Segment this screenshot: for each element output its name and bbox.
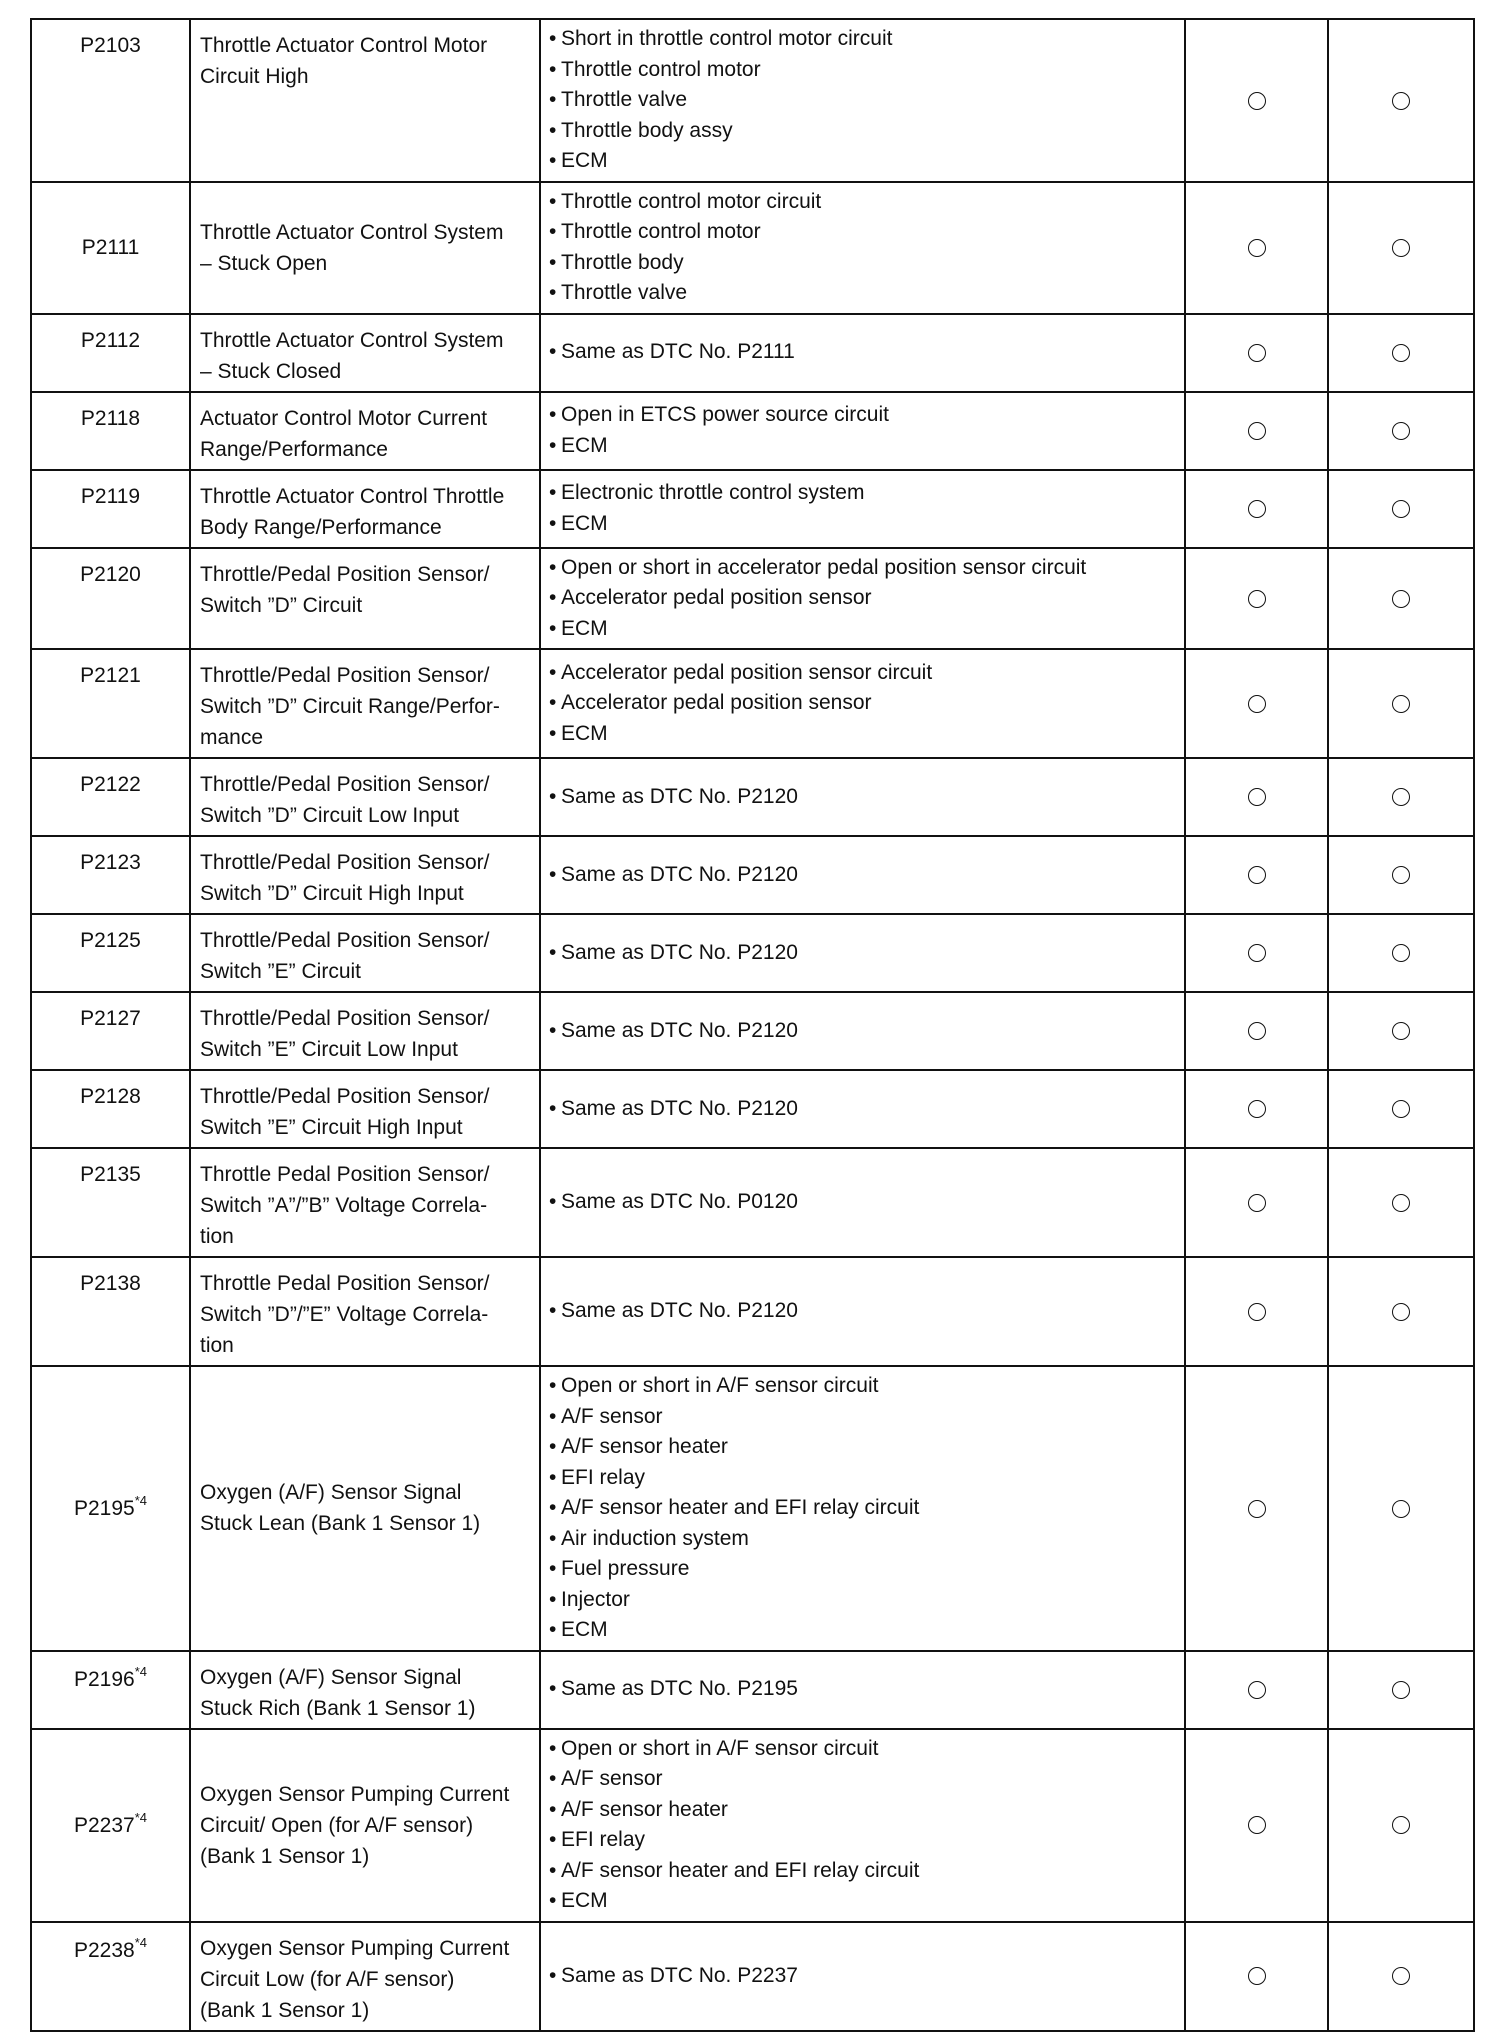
mil-indicator-cell bbox=[1185, 1070, 1328, 1148]
trouble-area-item: • Air induction system bbox=[549, 1524, 1178, 1555]
dtc-code-cell bbox=[31, 548, 190, 650]
trouble-area-cell bbox=[540, 19, 1185, 182]
trouble-area-cell bbox=[540, 914, 1185, 992]
detection-item-line: Switch ”E” Circuit Low Input bbox=[200, 1038, 458, 1061]
trouble-area-item: • Same as DTC No. P2195 bbox=[549, 1674, 1178, 1705]
memory-indicator-cell bbox=[1328, 758, 1474, 836]
circle-icon bbox=[1392, 1967, 1410, 1985]
trouble-area-item: • ECM bbox=[549, 1615, 1178, 1646]
trouble-area-cell bbox=[540, 182, 1185, 314]
detection-item-line: Throttle Pedal Position Sensor/ bbox=[200, 1163, 490, 1186]
detection-item-cell bbox=[190, 548, 540, 650]
circle-icon bbox=[1248, 1500, 1266, 1518]
circle-icon bbox=[1248, 422, 1266, 440]
circle-icon bbox=[1248, 1194, 1266, 1212]
trouble-area-cell bbox=[540, 548, 1185, 650]
detection-item-line: Circuit/ Open (for A/F sensor) bbox=[200, 1813, 474, 1837]
detection-item-line: Oxygen Sensor Pumping Current bbox=[200, 1782, 510, 1806]
circle-icon bbox=[1392, 500, 1410, 518]
dtc-code: P2125 bbox=[80, 929, 141, 952]
detection-item-cell bbox=[190, 758, 540, 836]
detection-item-line: Switch ”A”/”B” Voltage Correla- bbox=[200, 1194, 488, 1217]
detection-item-line: Throttle/Pedal Position Sensor/ bbox=[200, 773, 490, 796]
trouble-area-item: • ECM bbox=[549, 1886, 1178, 1917]
mil-indicator-cell bbox=[1185, 836, 1328, 914]
dtc-code: P2195 bbox=[73, 1497, 135, 1521]
circle-icon bbox=[1392, 695, 1410, 713]
trouble-area-list bbox=[549, 860, 1178, 891]
detection-item-line: Throttle/Pedal Position Sensor/ bbox=[200, 664, 490, 687]
dtc-code-cell bbox=[31, 758, 190, 836]
mil-indicator-cell bbox=[1185, 1148, 1328, 1257]
trouble-area-item: • EFI relay bbox=[549, 1463, 1178, 1494]
memory-indicator-cell bbox=[1328, 1366, 1474, 1651]
trouble-area-list bbox=[549, 187, 1178, 309]
trouble-area-cell bbox=[540, 992, 1185, 1070]
mil-indicator-cell bbox=[1185, 1922, 1328, 2031]
memory-indicator-cell bbox=[1328, 19, 1474, 182]
detection-item-cell bbox=[190, 1148, 540, 1257]
detection-item-cell bbox=[190, 19, 540, 182]
circle-icon bbox=[1392, 1100, 1410, 1118]
circle-icon bbox=[1392, 344, 1410, 362]
detection-item-line: Throttle Actuator Control Throttle bbox=[200, 484, 505, 508]
dtc-code-cell bbox=[31, 836, 190, 914]
detection-item-line: tion bbox=[200, 1334, 234, 1357]
circle-icon bbox=[1392, 1022, 1410, 1040]
circle-icon bbox=[1248, 695, 1266, 713]
circle-icon bbox=[1248, 344, 1266, 362]
circle-icon bbox=[1248, 239, 1266, 257]
trouble-area-cell bbox=[540, 1651, 1185, 1729]
trouble-area-list bbox=[549, 1016, 1178, 1047]
mil-indicator-cell bbox=[1185, 1257, 1328, 1366]
trouble-area-item: • Same as DTC No. P2120 bbox=[549, 1016, 1178, 1047]
detection-item-line: tion bbox=[200, 1225, 234, 1248]
mil-indicator-cell bbox=[1185, 392, 1328, 470]
detection-item-line: Throttle/Pedal Position Sensor/ bbox=[200, 851, 490, 874]
trouble-area-item: • ECM bbox=[549, 614, 1178, 645]
memory-indicator-cell bbox=[1328, 470, 1474, 548]
mil-indicator-cell bbox=[1185, 914, 1328, 992]
table-row bbox=[31, 314, 1474, 392]
dtc-code: P2238 bbox=[73, 1938, 135, 1962]
memory-indicator-cell bbox=[1328, 1070, 1474, 1148]
circle-icon bbox=[1392, 788, 1410, 806]
dtc-code-cell bbox=[31, 182, 190, 314]
dtc-table-body bbox=[31, 19, 1474, 2031]
trouble-area-item: • ECM bbox=[549, 509, 1178, 540]
table-row bbox=[31, 649, 1474, 758]
trouble-area-list bbox=[549, 938, 1178, 969]
dtc-code-cell bbox=[31, 992, 190, 1070]
circle-icon bbox=[1248, 92, 1266, 110]
detection-item-cell bbox=[190, 470, 540, 548]
trouble-area-item: • Open or short in accelerator pedal position sensor circuit bbox=[549, 553, 1178, 584]
table-row bbox=[31, 548, 1474, 650]
memory-indicator-cell bbox=[1328, 992, 1474, 1070]
dtc-code: P2120 bbox=[80, 562, 141, 586]
circle-icon bbox=[1392, 1816, 1410, 1834]
mil-indicator-cell bbox=[1185, 19, 1328, 182]
dtc-code-cell bbox=[31, 1257, 190, 1366]
dtc-code-cell bbox=[31, 392, 190, 470]
table-row bbox=[31, 1729, 1474, 1922]
detection-item-cell bbox=[190, 1922, 540, 2031]
trouble-area-item: • A/F sensor bbox=[549, 1402, 1178, 1433]
table-row bbox=[31, 914, 1474, 992]
detection-item-line: Switch ”D” Circuit Low Input bbox=[200, 804, 460, 827]
dtc-code: P2196 bbox=[73, 1667, 135, 1691]
dtc-table-container bbox=[30, 18, 1473, 2032]
detection-item-line: Range/Performance bbox=[200, 437, 388, 461]
memory-indicator-cell bbox=[1328, 1257, 1474, 1366]
table-row bbox=[31, 19, 1474, 182]
circle-icon bbox=[1248, 1681, 1266, 1699]
circle-icon bbox=[1392, 944, 1410, 962]
detection-item-line: Throttle Pedal Position Sensor/ bbox=[200, 1272, 490, 1295]
trouble-area-item: • Same as DTC No. P0120 bbox=[549, 1187, 1178, 1218]
trouble-area-item: • Same as DTC No. P2111 bbox=[549, 337, 1178, 368]
trouble-area-list bbox=[549, 1734, 1178, 1917]
trouble-area-item: • Accelerator pedal position sensor bbox=[549, 583, 1178, 614]
trouble-area-item: • Same as DTC No. P2237 bbox=[549, 1961, 1178, 1992]
trouble-area-item: • Open or short in A/F sensor circuit bbox=[549, 1371, 1178, 1402]
dtc-code: P2112 bbox=[80, 328, 141, 352]
detection-item-line: Switch ”D”/”E” Voltage Correla- bbox=[200, 1303, 489, 1326]
dtc-code-cell bbox=[31, 649, 190, 758]
trouble-area-item: • Same as DTC No. P2120 bbox=[549, 938, 1178, 969]
detection-item-line: Throttle Actuator Control Motor bbox=[200, 34, 488, 57]
table-row bbox=[31, 1651, 1474, 1729]
trouble-area-cell bbox=[540, 758, 1185, 836]
detection-item-line: Circuit High bbox=[200, 65, 309, 88]
table-row bbox=[31, 1366, 1474, 1651]
trouble-area-item: • Throttle valve bbox=[549, 85, 1178, 116]
trouble-area-item: • Short in throttle control motor circuit bbox=[549, 24, 1178, 55]
dtc-code-cell bbox=[31, 314, 190, 392]
detection-item-cell bbox=[190, 1729, 540, 1922]
detection-item-line: Throttle Actuator Control System bbox=[200, 220, 504, 244]
detection-item-line: Circuit Low (for A/F sensor) bbox=[200, 1967, 455, 1991]
memory-indicator-cell bbox=[1328, 649, 1474, 758]
trouble-area-item: • A/F sensor bbox=[549, 1764, 1178, 1795]
detection-item-cell bbox=[190, 182, 540, 314]
circle-icon bbox=[1248, 944, 1266, 962]
dtc-code-cell bbox=[31, 470, 190, 548]
circle-icon bbox=[1248, 866, 1266, 884]
detection-item-line: mance bbox=[200, 726, 264, 749]
circle-icon bbox=[1392, 1194, 1410, 1212]
trouble-area-item: • Throttle body bbox=[549, 248, 1178, 279]
trouble-area-item: • Same as DTC No. P2120 bbox=[549, 1296, 1178, 1327]
trouble-area-cell bbox=[540, 392, 1185, 470]
circle-icon bbox=[1392, 866, 1410, 884]
trouble-area-item: • Fuel pressure bbox=[549, 1554, 1178, 1585]
memory-indicator-cell bbox=[1328, 1651, 1474, 1729]
dtc-table bbox=[30, 18, 1475, 2032]
trouble-area-cell bbox=[540, 649, 1185, 758]
detection-item-line: – Stuck Closed bbox=[200, 359, 342, 383]
dtc-code: P2118 bbox=[80, 406, 141, 430]
trouble-area-item: • ECM bbox=[549, 146, 1178, 177]
circle-icon bbox=[1392, 92, 1410, 110]
detection-item-line: Switch ”D” Circuit High Input bbox=[200, 882, 464, 905]
trouble-area-list bbox=[549, 553, 1178, 645]
detection-item-line: Actuator Control Motor Current bbox=[200, 406, 488, 430]
trouble-area-list bbox=[549, 400, 1178, 461]
trouble-area-cell bbox=[540, 836, 1185, 914]
dtc-code: P2122 bbox=[80, 773, 141, 796]
detection-item-line: Oxygen (A/F) Sensor Signal bbox=[200, 1481, 462, 1505]
trouble-area-item: • Throttle valve bbox=[549, 278, 1178, 309]
circle-icon bbox=[1392, 1500, 1410, 1518]
dtc-code: P2111 bbox=[81, 235, 140, 259]
dtc-code: P2128 bbox=[80, 1085, 141, 1108]
detection-item-line: Throttle Actuator Control System bbox=[200, 328, 504, 352]
detection-item-line: Switch ”E” Circuit High Input bbox=[200, 1116, 463, 1139]
trouble-area-item: • A/F sensor heater and EFI relay circuit bbox=[549, 1493, 1178, 1524]
trouble-area-list bbox=[549, 337, 1178, 368]
trouble-area-item: • Same as DTC No. P2120 bbox=[549, 782, 1178, 813]
dtc-code-cell bbox=[31, 1148, 190, 1257]
dtc-code: P2237 bbox=[73, 1814, 135, 1837]
circle-icon bbox=[1248, 590, 1266, 608]
detection-item-cell bbox=[190, 1070, 540, 1148]
trouble-area-item: • A/F sensor heater and EFI relay circuit bbox=[549, 1856, 1178, 1887]
trouble-area-item: • Open in ETCS power source circuit bbox=[549, 400, 1178, 431]
detection-item-line: Throttle/Pedal Position Sensor/ bbox=[200, 1085, 490, 1108]
detection-item-cell bbox=[190, 836, 540, 914]
dtc-code-cell bbox=[31, 1366, 190, 1651]
trouble-area-cell bbox=[540, 1922, 1185, 2031]
circle-icon bbox=[1248, 500, 1266, 518]
table-row bbox=[31, 1070, 1474, 1148]
table-row bbox=[31, 836, 1474, 914]
detection-item-line: (Bank 1 Sensor 1) bbox=[200, 1998, 370, 2022]
dtc-code-cell bbox=[31, 1922, 190, 2031]
memory-indicator-cell bbox=[1328, 914, 1474, 992]
detection-item-cell bbox=[190, 992, 540, 1070]
dtc-footnote-mark: *4 bbox=[134, 1493, 148, 1509]
trouble-area-item: • Throttle control motor bbox=[549, 217, 1178, 248]
trouble-area-list bbox=[549, 658, 1178, 750]
trouble-area-item: • Same as DTC No. P2120 bbox=[549, 860, 1178, 891]
detection-item-line: Switch ”D” Circuit bbox=[200, 593, 363, 617]
mil-indicator-cell bbox=[1185, 182, 1328, 314]
memory-indicator-cell bbox=[1328, 314, 1474, 392]
table-row bbox=[31, 1922, 1474, 2031]
detection-item-line: Body Range/Performance bbox=[200, 515, 442, 539]
trouble-area-item: • Electronic throttle control system bbox=[549, 478, 1178, 509]
dtc-code-cell bbox=[31, 1651, 190, 1729]
table-row bbox=[31, 1257, 1474, 1366]
detection-item-line: Switch ”D” Circuit Range/Perfor- bbox=[200, 695, 500, 718]
mil-indicator-cell bbox=[1185, 992, 1328, 1070]
dtc-code: P2138 bbox=[80, 1272, 141, 1295]
dtc-code: P2103 bbox=[80, 34, 141, 57]
dtc-code: P2127 bbox=[80, 1007, 141, 1030]
detection-item-line: Throttle/Pedal Position Sensor/ bbox=[200, 929, 490, 952]
trouble-area-item: • Throttle body assy bbox=[549, 116, 1178, 147]
mil-indicator-cell bbox=[1185, 548, 1328, 650]
dtc-code: P2123 bbox=[80, 851, 141, 874]
dtc-footnote-mark: *4 bbox=[134, 1663, 148, 1679]
mil-indicator-cell bbox=[1185, 1729, 1328, 1922]
circle-icon bbox=[1248, 1303, 1266, 1321]
detection-item-cell bbox=[190, 314, 540, 392]
trouble-area-item: • A/F sensor heater bbox=[549, 1795, 1178, 1826]
mil-indicator-cell bbox=[1185, 1651, 1328, 1729]
mil-indicator-cell bbox=[1185, 314, 1328, 392]
detection-item-line: Switch ”E” Circuit bbox=[200, 960, 362, 983]
trouble-area-item: • Open or short in A/F sensor circuit bbox=[549, 1734, 1178, 1765]
circle-icon bbox=[1392, 239, 1410, 257]
mil-indicator-cell bbox=[1185, 1366, 1328, 1651]
trouble-area-item: • Throttle control motor bbox=[549, 55, 1178, 86]
trouble-area-list bbox=[549, 1187, 1178, 1218]
trouble-area-item: • ECM bbox=[549, 431, 1178, 462]
dtc-footnote-mark: *4 bbox=[134, 1934, 148, 1950]
trouble-area-list bbox=[549, 1094, 1178, 1125]
trouble-area-item: • EFI relay bbox=[549, 1825, 1178, 1856]
circle-icon bbox=[1248, 1022, 1266, 1040]
trouble-area-item: • ECM bbox=[549, 719, 1178, 750]
dtc-code: P2135 bbox=[80, 1163, 141, 1186]
dtc-footnote-mark: *4 bbox=[134, 1810, 148, 1825]
circle-icon bbox=[1248, 1816, 1266, 1834]
memory-indicator-cell bbox=[1328, 1729, 1474, 1922]
memory-indicator-cell bbox=[1328, 1922, 1474, 2031]
detection-item-line: Stuck Rich (Bank 1 Sensor 1) bbox=[200, 1696, 476, 1720]
dtc-code-cell bbox=[31, 1070, 190, 1148]
memory-indicator-cell bbox=[1328, 182, 1474, 314]
dtc-code-cell bbox=[31, 19, 190, 182]
circle-icon bbox=[1392, 1303, 1410, 1321]
mil-indicator-cell bbox=[1185, 649, 1328, 758]
trouble-area-item: • A/F sensor heater bbox=[549, 1432, 1178, 1463]
mil-indicator-cell bbox=[1185, 470, 1328, 548]
mil-indicator-cell bbox=[1185, 758, 1328, 836]
detection-item-line: Oxygen Sensor Pumping Current bbox=[200, 1936, 510, 1960]
trouble-area-item: • Injector bbox=[549, 1585, 1178, 1616]
trouble-area-list bbox=[549, 1296, 1178, 1327]
detection-item-line: Oxygen (A/F) Sensor Signal bbox=[200, 1665, 462, 1689]
trouble-area-list bbox=[549, 782, 1178, 813]
detection-item-line: (Bank 1 Sensor 1) bbox=[200, 1844, 370, 1868]
table-row bbox=[31, 182, 1474, 314]
trouble-area-cell bbox=[540, 1729, 1185, 1922]
detection-item-line: Throttle/Pedal Position Sensor/ bbox=[200, 562, 490, 586]
table-row bbox=[31, 758, 1474, 836]
detection-item-cell bbox=[190, 1366, 540, 1651]
detection-item-line: Throttle/Pedal Position Sensor/ bbox=[200, 1007, 490, 1030]
table-row bbox=[31, 470, 1474, 548]
table-row bbox=[31, 392, 1474, 470]
dtc-code: P2121 bbox=[80, 664, 141, 687]
memory-indicator-cell bbox=[1328, 548, 1474, 650]
circle-icon bbox=[1392, 422, 1410, 440]
trouble-area-list bbox=[549, 1371, 1178, 1646]
dtc-code-cell bbox=[31, 914, 190, 992]
circle-icon bbox=[1392, 1681, 1410, 1699]
trouble-area-cell bbox=[540, 314, 1185, 392]
detection-item-line: – Stuck Open bbox=[200, 251, 328, 275]
trouble-area-cell bbox=[540, 1148, 1185, 1257]
trouble-area-cell bbox=[540, 1070, 1185, 1148]
trouble-area-cell bbox=[540, 1366, 1185, 1651]
detection-item-cell bbox=[190, 649, 540, 758]
trouble-area-item: • Accelerator pedal position sensor bbox=[549, 688, 1178, 719]
memory-indicator-cell bbox=[1328, 836, 1474, 914]
trouble-area-cell bbox=[540, 470, 1185, 548]
detection-item-cell bbox=[190, 1651, 540, 1729]
circle-icon bbox=[1248, 1967, 1266, 1985]
trouble-area-list bbox=[549, 478, 1178, 539]
trouble-area-item: • Throttle control motor circuit bbox=[549, 187, 1178, 218]
trouble-area-cell bbox=[540, 1257, 1185, 1366]
detection-item-line: Stuck Lean (Bank 1 Sensor 1) bbox=[200, 1512, 481, 1536]
memory-indicator-cell bbox=[1328, 392, 1474, 470]
memory-indicator-cell bbox=[1328, 1148, 1474, 1257]
trouble-area-list bbox=[549, 1961, 1178, 1992]
detection-item-cell bbox=[190, 914, 540, 992]
trouble-area-item: • Accelerator pedal position sensor circuit bbox=[549, 658, 1178, 689]
circle-icon bbox=[1248, 788, 1266, 806]
dtc-code-cell bbox=[31, 1729, 190, 1922]
detection-item-cell bbox=[190, 392, 540, 470]
trouble-area-list bbox=[549, 24, 1178, 177]
circle-icon bbox=[1392, 590, 1410, 608]
table-row bbox=[31, 992, 1474, 1070]
trouble-area-list bbox=[549, 1674, 1178, 1705]
table-row bbox=[31, 1148, 1474, 1257]
dtc-code: P2119 bbox=[80, 484, 141, 508]
detection-item-cell bbox=[190, 1257, 540, 1366]
circle-icon bbox=[1248, 1100, 1266, 1118]
trouble-area-item: • Same as DTC No. P2120 bbox=[549, 1094, 1178, 1125]
